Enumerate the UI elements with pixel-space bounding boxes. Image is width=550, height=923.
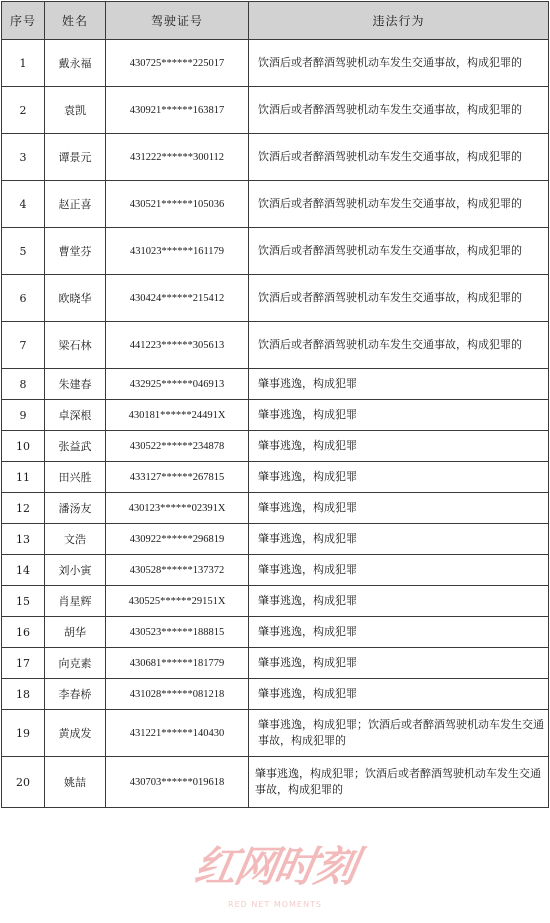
row-license: 430525******29151X (106, 586, 249, 617)
row-violation: 肇事逃逸，构成犯罪；饮酒后或者醉酒驾驶机动车发生交通事故，构成犯罪的 (249, 710, 549, 757)
row-seq: 2 (2, 87, 45, 134)
row-seq: 20 (2, 757, 45, 808)
table-row (2, 228, 549, 275)
row-license: 430521******105036 (106, 181, 249, 228)
row-violation: 肇事逃逸，构成犯罪 (249, 555, 549, 586)
table-row (2, 134, 549, 181)
header-license: 驾驶证号 (106, 2, 249, 40)
row-name: 梁石林 (45, 322, 106, 369)
row-name: 刘小寅 (45, 555, 106, 586)
row-license: 431023******161179 (106, 228, 249, 275)
row-license: 431028******081218 (106, 679, 249, 710)
row-seq: 11 (2, 462, 45, 493)
row-violation: 饮酒后或者醉酒驾驶机动车发生交通事故，构成犯罪的 (249, 228, 549, 275)
row-name: 朱建春 (45, 369, 106, 400)
row-name: 文浩 (45, 524, 106, 555)
row-violation: 饮酒后或者醉酒驾驶机动车发生交通事故，构成犯罪的 (249, 275, 549, 322)
table-row (2, 679, 549, 710)
row-license: 432925******046913 (106, 369, 249, 400)
table-row (2, 555, 549, 586)
row-violation: 肇事逃逸，构成犯罪 (249, 431, 549, 462)
row-violation: 饮酒后或者醉酒驾驶机动车发生交通事故，构成犯罪的 (249, 181, 549, 228)
row-name: 曹堂芬 (45, 228, 106, 275)
row-violation: 饮酒后或者醉酒驾驶机动车发生交通事故，构成犯罪的 (249, 40, 549, 87)
table-row (2, 181, 549, 228)
table-row (2, 710, 549, 757)
row-name: 黄成发 (45, 710, 106, 757)
row-violation: 肇事逃逸，构成犯罪 (249, 369, 549, 400)
table-row (2, 524, 549, 555)
table-row (2, 648, 549, 679)
row-license: 430523******188815 (106, 617, 249, 648)
table-row (2, 87, 549, 134)
row-seq: 9 (2, 400, 45, 431)
table-row (2, 757, 549, 808)
row-seq: 16 (2, 617, 45, 648)
row-violation: 肇事逃逸，构成犯罪 (249, 617, 549, 648)
row-name: 李春桥 (45, 679, 106, 710)
table-row (2, 40, 549, 87)
row-name: 姚喆 (45, 757, 106, 808)
row-violation: 肇事逃逸，构成犯罪 (249, 493, 549, 524)
violation-table (1, 1, 549, 808)
row-seq: 10 (2, 431, 45, 462)
row-license: 430921******163817 (106, 87, 249, 134)
table-header-row (2, 2, 549, 40)
row-license: 430703******019618 (106, 757, 249, 808)
row-violation: 肇事逃逸，构成犯罪 (249, 400, 549, 431)
row-name: 潘汤友 (45, 493, 106, 524)
row-seq: 19 (2, 710, 45, 757)
table-row (2, 369, 549, 400)
row-name: 卓深根 (45, 400, 106, 431)
table-row (2, 493, 549, 524)
row-license: 430123******02391X (106, 493, 249, 524)
row-violation: 肇事逃逸，构成犯罪 (249, 462, 549, 493)
row-name: 胡华 (45, 617, 106, 648)
row-license: 430522******234878 (106, 431, 249, 462)
row-name: 张益武 (45, 431, 106, 462)
row-name: 戴永福 (45, 40, 106, 87)
table-row (2, 400, 549, 431)
table-row (2, 462, 549, 493)
row-name: 向克素 (45, 648, 106, 679)
row-license: 430922******296819 (106, 524, 249, 555)
row-license: 430181******24491X (106, 400, 249, 431)
row-seq: 7 (2, 322, 45, 369)
row-seq: 5 (2, 228, 45, 275)
table-row (2, 586, 549, 617)
row-seq: 3 (2, 134, 45, 181)
row-seq: 14 (2, 555, 45, 586)
row-seq: 17 (2, 648, 45, 679)
row-violation: 肇事逃逸，构成犯罪 (249, 586, 549, 617)
row-name: 肖星辉 (45, 586, 106, 617)
row-name: 田兴胜 (45, 462, 106, 493)
row-name: 袁凯 (45, 87, 106, 134)
row-license: 431221******140430 (106, 710, 249, 757)
row-license: 430725******225017 (106, 40, 249, 87)
header-seq: 序号 (2, 2, 45, 40)
row-license: 430681******181779 (106, 648, 249, 679)
row-license: 431222******300112 (106, 134, 249, 181)
row-seq: 12 (2, 493, 45, 524)
watermark-logo (180, 838, 370, 913)
row-violation: 饮酒后或者醉酒驾驶机动车发生交通事故，构成犯罪的 (249, 87, 549, 134)
row-violation: 饮酒后或者醉酒驾驶机动车发生交通事故，构成犯罪的 (249, 134, 549, 181)
row-seq: 1 (2, 40, 45, 87)
row-seq: 18 (2, 679, 45, 710)
row-violation: 肇事逃逸，构成犯罪 (249, 524, 549, 555)
row-seq: 13 (2, 524, 45, 555)
row-name: 欧晓华 (45, 275, 106, 322)
row-violation: 肇事逃逸，构成犯罪 (249, 648, 549, 679)
table-row (2, 431, 549, 462)
row-name: 赵正喜 (45, 181, 106, 228)
row-license: 430528******137372 (106, 555, 249, 586)
table-row (2, 275, 549, 322)
watermark-logo-subtext: RED NET MOMENTS (228, 900, 322, 909)
row-seq: 8 (2, 369, 45, 400)
table-row (2, 322, 549, 369)
row-violation: 肇事逃逸，构成犯罪 (249, 679, 549, 710)
header-violation: 违法行为 (249, 2, 549, 40)
row-violation: 饮酒后或者醉酒驾驶机动车发生交通事故，构成犯罪的 (249, 322, 549, 369)
header-name: 姓名 (45, 2, 106, 40)
row-license: 441223******305613 (106, 322, 249, 369)
watermark-logo-mark: 红网时刻 (190, 842, 360, 891)
row-license: 430424******215412 (106, 275, 249, 322)
row-license: 433127******267815 (106, 462, 249, 493)
row-violation: 肇事逃逸，构成犯罪；饮酒后或者醉酒驾驶机动车发生交通事故，构成犯罪的 (249, 757, 549, 808)
row-seq: 15 (2, 586, 45, 617)
row-seq: 4 (2, 181, 45, 228)
row-seq: 6 (2, 275, 45, 322)
table-row (2, 617, 549, 648)
row-name: 谭景元 (45, 134, 106, 181)
